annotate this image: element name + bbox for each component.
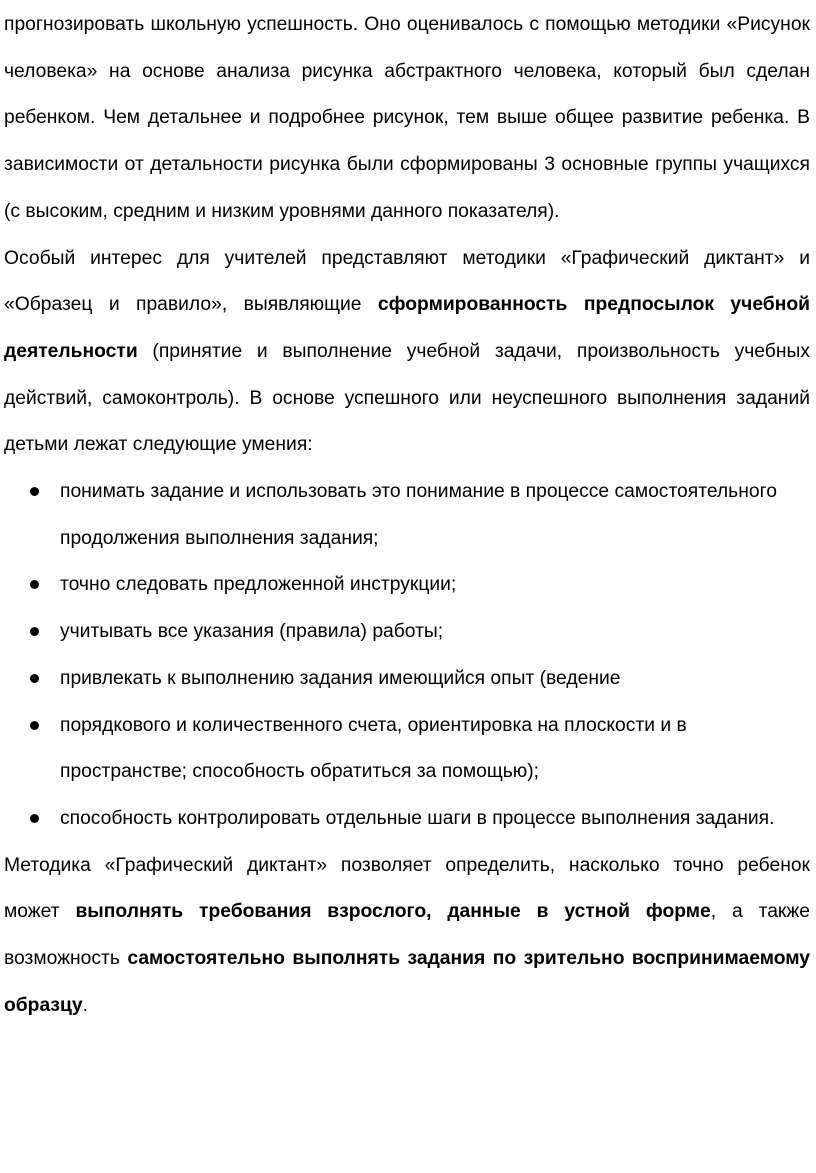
bullet-icon [30,609,40,656]
paragraph-methods-interest [4,236,810,470]
paragraph-text: Особый интерес для учителей представляют методики «Графический диктант» и «Образец и правило», выявляющие [4,247,810,316]
paragraph-text: (принятие и выполнение учебной задачи, произвольность учебных действий, самоконтроль). В основе успешного или неуспешного выполнения заданий детьми лежат следующие умения: [4,340,810,456]
list-item [4,609,810,656]
list-item-text: учитывать все указания (правила) работы; [60,621,444,643]
paragraph-text: . [82,994,88,1016]
paragraph-text: Методика «Графический диктант» позволяет определить, насколько точно ребенок может [4,854,810,923]
list-item-text: понимать задание и использовать это понимание в процессе самостоятельного продолжения выполнения задания; [60,481,777,549]
bullet-icon [30,656,40,703]
paragraph-school-success: прогнозировать школьную успешность. Оно оценивалось с помощью методики «Рисунок человека» на основе анализа рисунка абстрактного человека, который был сделан ребенком. Чем детальнее и подробнее рисунок, тем выше общее развитие ребенка. В зависимости от детальности рисунка были сформированы 3 основные группы учащихся (с высоким, средним и низким уровнями данного показателя). [4,14,810,222]
list-item-text: точно следовать предложенной инструкции; [60,574,457,596]
list-item-text: способность контролировать отдельные шаги в процессе выполнения задания. [60,807,775,829]
list-item-text: порядкового и количественного счета, ориентировка на плоскости и в пространстве; способность обратиться за помощью); [60,714,687,783]
paragraph-graphic-dictation [4,843,810,1030]
bold-phrase: сформированность предпосылок учебной деятельности [4,294,810,362]
skills-list [4,469,810,843]
bold-phrase: самостоятельно выполнять задания по зрительно воспринимаемому образцу [4,948,810,1016]
bullet-icon [30,562,40,609]
list-item-text: привлекать к выполнению задания имеющийся опыт (ведение [60,667,621,689]
bold-phrase: выполнять требования взрослого, данные в устной форме [75,901,711,923]
bullet-icon [30,796,40,843]
bullet-icon [30,703,40,750]
bullet-icon [30,469,40,516]
list-item [4,562,810,609]
list-item [4,469,810,562]
list-item [4,796,810,843]
paragraph-text: , а также возможность [4,901,810,970]
list-item [4,703,810,796]
list-item [4,656,810,703]
